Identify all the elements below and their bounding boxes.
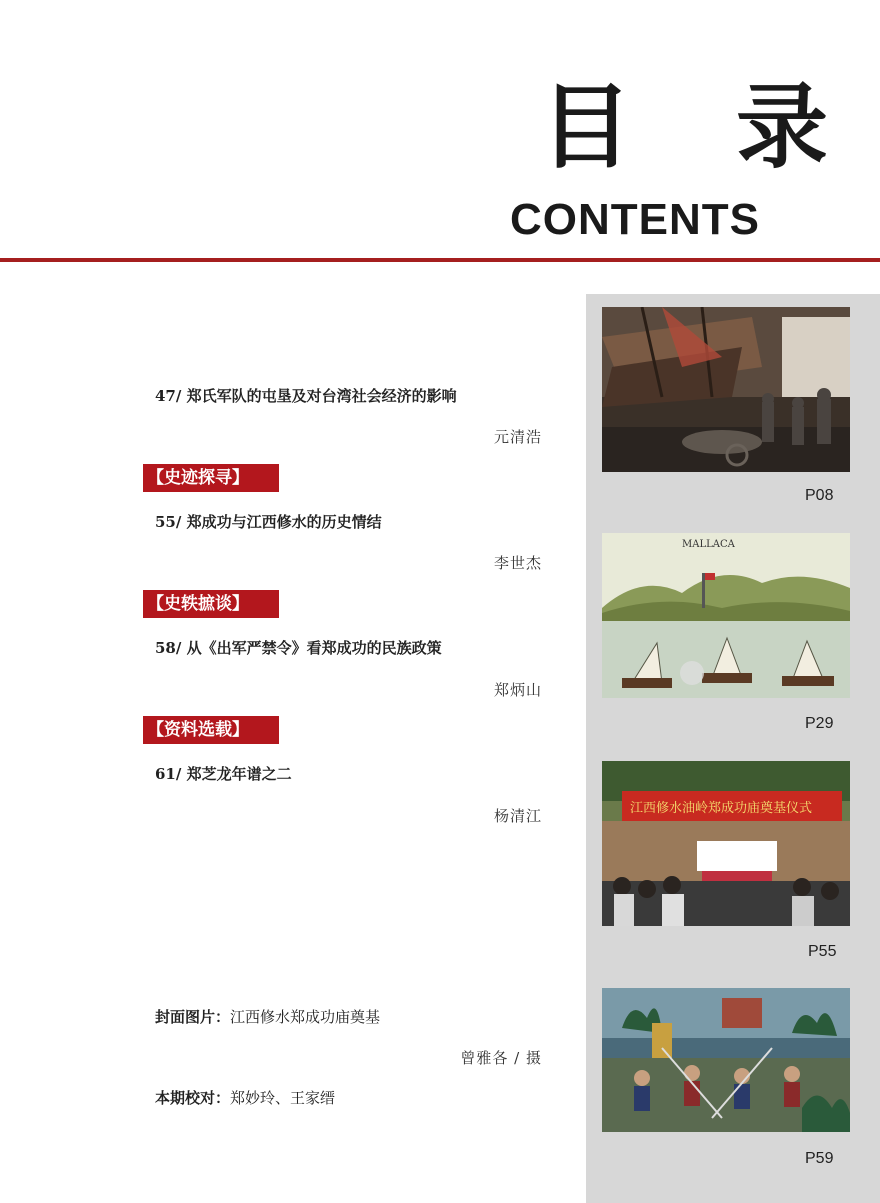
toc-entry-47[interactable]: 47/ 郑氏军队的屯垦及对台湾社会经济的影响 bbox=[155, 387, 457, 405]
page-title-en: CONTENTS bbox=[510, 195, 760, 244]
proofreader-value: 郑妙玲、王家缙 bbox=[230, 1089, 336, 1107]
toc-entry-55[interactable]: 55/ 郑成功与江西修水的历史情结 bbox=[155, 513, 382, 531]
temple-ceremony-photo[interactable] bbox=[602, 761, 850, 926]
photo-caption-p55: P55 bbox=[808, 943, 837, 960]
toc-entry-61[interactable]: 61/ 郑芝龙年谱之二 bbox=[155, 765, 292, 783]
cover-credit-label: 封面图片： bbox=[155, 1008, 231, 1026]
photo-caption-p29: P29 bbox=[805, 715, 834, 732]
toc-author-47: 元清浩 bbox=[493, 428, 542, 446]
cover-credit-value: 江西修水郑成功庙奠基 bbox=[230, 1008, 381, 1026]
header-rule bbox=[0, 258, 880, 262]
section-header-documents: 【资料选载】 bbox=[143, 716, 279, 744]
toc-author-58: 郑炳山 bbox=[493, 681, 542, 699]
section-header-historic-sites: 【史迹探寻】 bbox=[143, 464, 279, 492]
proofreader-label: 本期校对： bbox=[155, 1089, 231, 1107]
photo-caption-p59: P59 bbox=[805, 1150, 834, 1167]
malacca-harbor-painting[interactable] bbox=[602, 533, 850, 698]
page-title-cn: 目 录 bbox=[540, 74, 865, 181]
cover-credit bbox=[155, 1006, 380, 1027]
malacca-inscription: MALLACA bbox=[682, 539, 735, 550]
toc-author-55: 李世杰 bbox=[493, 554, 542, 572]
ship-diorama-photo[interactable] bbox=[602, 307, 850, 472]
photographer-credit: 曾雅各 / 摄 bbox=[460, 1049, 542, 1067]
toc-author-61: 杨清江 bbox=[493, 807, 542, 825]
toc-entry-58[interactable]: 58/ 从《出军严禁令》看郑成功的民族政策 bbox=[155, 639, 442, 657]
photo-caption-p08: P08 bbox=[805, 487, 834, 504]
battle-mural-painting[interactable] bbox=[602, 988, 850, 1132]
section-header-anecdotes: 【史轶摭谈】 bbox=[143, 590, 279, 618]
ceremony-banner-text: 江西修水油岭郑成功庙奠基仪式 bbox=[630, 801, 813, 816]
proofreader-credit bbox=[155, 1087, 335, 1108]
